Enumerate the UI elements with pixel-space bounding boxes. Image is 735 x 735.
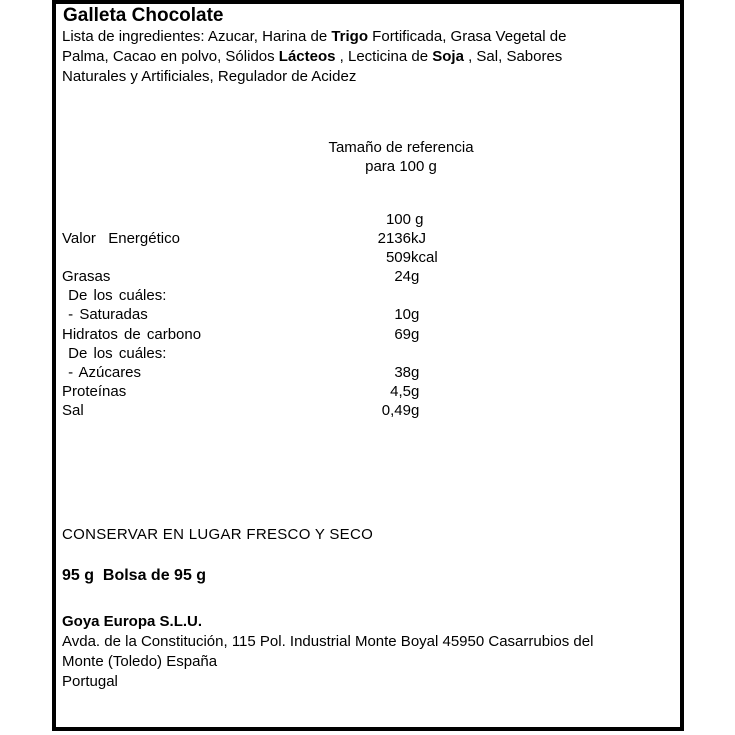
nutrition-row-of-which-1 xyxy=(56,286,680,305)
nutrient-unit: kcal xyxy=(411,249,438,267)
nutrient-unit: g xyxy=(411,306,420,324)
storage-instructions: CONSERVAR EN LUGAR FRESCO Y SECO xyxy=(62,526,374,543)
allergen-soja: Soja xyxy=(432,48,464,65)
nutrient-unit: g xyxy=(411,363,420,381)
nutrition-table xyxy=(56,210,680,420)
ingredients-text xyxy=(62,27,566,87)
nutrition-row-column-header xyxy=(56,210,680,229)
nutrient-unit: g xyxy=(411,401,420,419)
nutrient-value: 0,49 xyxy=(381,401,411,419)
reference-size-line-1: Tamaño de referencia xyxy=(328,139,474,156)
manufacturer-info xyxy=(62,612,593,692)
nutrient-label: De los cuáles: xyxy=(62,287,167,305)
nutrient-value: 2136 xyxy=(377,230,411,248)
company-address-line-1: Avda. de la Constitución, 115 Pol. Industrial Monte Boyal 45950 Casarrubios del xyxy=(62,633,594,650)
nutrient-label: Grasas xyxy=(62,268,111,286)
ingredients-segment: , Lecticina de xyxy=(335,48,433,65)
nutrient-label: De los cuáles: xyxy=(62,344,167,362)
reference-size-line-2: para 100 g xyxy=(365,158,437,175)
net-weight: 95 g Bolsa de 95 g xyxy=(62,567,207,584)
company-name: Goya Europa S.L.U. xyxy=(62,613,203,630)
nutrient-value: 10 xyxy=(394,306,411,324)
ingredients-line-3 xyxy=(62,67,566,87)
nutrient-label: - Saturadas xyxy=(62,306,148,324)
nutrition-row-sugars xyxy=(56,363,680,382)
nutrient-label: Sal xyxy=(62,401,84,419)
ingredients-segment: , Sal, Sabores xyxy=(463,48,563,65)
nutrient-value: 509 xyxy=(385,249,411,267)
nutrient-unit: g xyxy=(411,268,420,286)
nutrient-label: - Azúcares xyxy=(62,363,142,381)
product-label xyxy=(52,0,684,731)
nutrition-row-energy-kj xyxy=(56,229,680,248)
ingredients-segment: Palma, Cacao en polvo, Sólidos xyxy=(62,48,279,65)
nutrition-row-fat xyxy=(56,267,680,286)
nutrient-value: 4,5 xyxy=(390,382,411,400)
nutrient-label: Proteínas xyxy=(62,382,127,400)
ingredients-segment: Lista de ingredientes: Azucar, Harina de xyxy=(62,28,332,45)
ingredients-segment: Naturales y Artificiales, Regulador de Acidez xyxy=(62,68,357,85)
nutrition-row-energy-kcal xyxy=(56,248,680,267)
nutrient-value: 38 xyxy=(394,363,411,381)
nutrient-label: Valor Energético xyxy=(62,230,180,248)
nutrition-row-salt xyxy=(56,401,680,420)
company-address-line-2: Monte (Toledo) España xyxy=(62,653,218,670)
ingredients-line-2 xyxy=(62,47,566,67)
nutrient-unit: g xyxy=(411,382,420,400)
nutrient-unit: g xyxy=(411,211,424,228)
nutrition-row-of-which-2 xyxy=(56,344,680,363)
nutrition-row-carbohydrate xyxy=(56,325,680,344)
company-address-line-3: Portugal xyxy=(62,673,118,690)
nutrient-value: 24 xyxy=(394,268,411,286)
reference-size-header xyxy=(201,138,601,176)
nutrient-unit: g xyxy=(411,325,420,343)
ingredients-line-1 xyxy=(62,27,566,47)
nutrient-unit: kJ xyxy=(411,230,426,248)
nutrient-value: 69 xyxy=(394,325,411,343)
allergen-trigo: Trigo xyxy=(331,28,369,45)
ingredients-segment: Fortificada, Grasa Vegetal de xyxy=(368,28,567,45)
nutrient-value: 100 xyxy=(385,211,411,228)
nutrient-label: Hidratos de carbono xyxy=(62,325,202,343)
product-title: Galleta Chocolate xyxy=(63,5,224,26)
allergen-lacteos: Lácteos xyxy=(278,48,336,65)
nutrition-row-saturates xyxy=(56,305,680,324)
nutrition-row-protein xyxy=(56,382,680,401)
